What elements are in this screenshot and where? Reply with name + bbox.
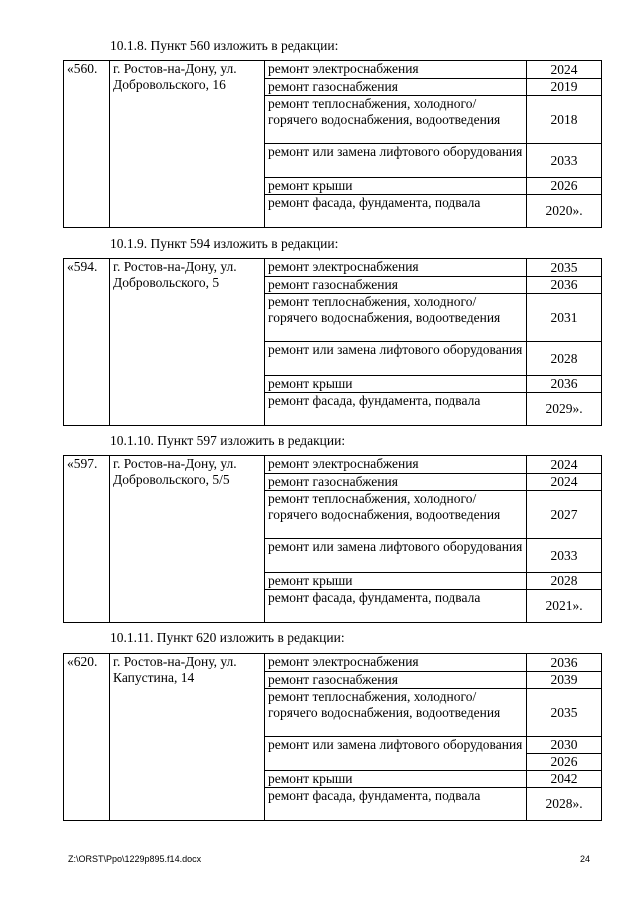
work-cell: ремонт теплоснабжения, холодного/горячего водоснабжения, водоотведения bbox=[265, 491, 527, 539]
year-cell: 2020». bbox=[527, 195, 602, 228]
year-cell: 2024 bbox=[527, 456, 602, 474]
items-table bbox=[63, 455, 602, 623]
table-row bbox=[64, 654, 602, 672]
work-cell: ремонт или замена лифтового оборудования bbox=[265, 144, 527, 178]
address-cell: г. Ростов-на-Дону, ул. Добровольского, 5/5 bbox=[110, 456, 265, 623]
year-cell: 2039 bbox=[527, 672, 602, 689]
work-cell: ремонт крыши bbox=[265, 771, 527, 788]
work-cell: ремонт фасада, фундамента, подвала bbox=[265, 590, 527, 623]
year-cell: 2029». bbox=[527, 393, 602, 426]
items-table bbox=[63, 60, 602, 228]
year-cell: 2028». bbox=[527, 788, 602, 821]
work-cell: ремонт газоснабжения bbox=[265, 277, 527, 294]
section-heading: 10.1.9. Пункт 594 изложить в редакции: bbox=[110, 236, 339, 251]
section-table-597 bbox=[63, 455, 601, 623]
year-cell: 2035 bbox=[527, 689, 602, 737]
section-heading: 10.1.11. Пункт 620 изложить в редакции: bbox=[110, 630, 345, 645]
address-cell: г. Ростов-на-Дону, ул. Добровольского, 5 bbox=[110, 259, 265, 426]
year-cell: 2027 bbox=[527, 491, 602, 539]
work-cell: ремонт крыши bbox=[265, 178, 527, 195]
work-cell: ремонт теплоснабжения, холодного/горячего водоснабжения, водоотведения bbox=[265, 689, 527, 737]
work-cell: ремонт или замена лифтового оборудования bbox=[265, 737, 527, 771]
year-cell: 2035 bbox=[527, 259, 602, 277]
work-cell: ремонт фасада, фундамента, подвала bbox=[265, 788, 527, 821]
item-number: «620. bbox=[64, 654, 110, 821]
items-table bbox=[63, 258, 602, 426]
year-cell: 2026 bbox=[527, 754, 602, 771]
work-cell: ремонт или замена лифтового оборудования bbox=[265, 539, 527, 573]
footer-page-number: 24 bbox=[580, 854, 591, 864]
year-cell: 2036 bbox=[527, 654, 602, 672]
item-number: «594. bbox=[64, 259, 110, 426]
item-number: «597. bbox=[64, 456, 110, 623]
year-cell: 2033 bbox=[527, 539, 602, 573]
work-cell: ремонт фасада, фундамента, подвала bbox=[265, 195, 527, 228]
work-cell: ремонт или замена лифтового оборудования bbox=[265, 342, 527, 376]
work-cell: ремонт электроснабжения bbox=[265, 654, 527, 672]
year-cell: 2028 bbox=[527, 342, 602, 376]
year-cell: 2018 bbox=[527, 96, 602, 144]
year-cell: 2019 bbox=[527, 79, 602, 96]
work-cell: ремонт газоснабжения bbox=[265, 474, 527, 491]
work-cell: ремонт электроснабжения bbox=[265, 259, 527, 277]
section-table-560 bbox=[63, 60, 601, 228]
table-row bbox=[64, 259, 602, 277]
footer-file-path: Z:\ORST\Ppo\1229p895.f14.docx bbox=[68, 854, 202, 864]
year-cell: 2024 bbox=[527, 474, 602, 491]
year-cell: 2031 bbox=[527, 294, 602, 342]
work-cell: ремонт теплоснабжения, холодного/горячего водоснабжения, водоотведения bbox=[265, 294, 527, 342]
section-table-594 bbox=[63, 258, 601, 426]
items-table bbox=[63, 653, 602, 821]
section-heading: 10.1.10. Пункт 597 изложить в редакции: bbox=[110, 433, 346, 448]
section-heading: 10.1.8. Пункт 560 изложить в редакции: bbox=[110, 38, 339, 53]
table-row bbox=[64, 456, 602, 474]
year-cell: 2026 bbox=[527, 178, 602, 195]
year-cell: 2024 bbox=[527, 61, 602, 79]
address-cell: г. Ростов-на-Дону, ул. Добровольского, 16 bbox=[110, 61, 265, 228]
year-cell: 2030 bbox=[527, 737, 602, 754]
year-cell: 2036 bbox=[527, 376, 602, 393]
work-cell: ремонт электроснабжения bbox=[265, 456, 527, 474]
work-cell: ремонт теплоснабжения, холодного/горячего водоснабжения, водоотведения bbox=[265, 96, 527, 144]
year-cell: 2028 bbox=[527, 573, 602, 590]
item-number: «560. bbox=[64, 61, 110, 228]
address-cell: г. Ростов-на-Дону, ул. Капустина, 14 bbox=[110, 654, 265, 821]
work-cell: ремонт крыши bbox=[265, 573, 527, 590]
work-cell: ремонт электроснабжения bbox=[265, 61, 527, 79]
work-cell: ремонт газоснабжения bbox=[265, 672, 527, 689]
year-cell: 2036 bbox=[527, 277, 602, 294]
work-cell: ремонт газоснабжения bbox=[265, 79, 527, 96]
table-row bbox=[64, 61, 602, 79]
section-table-620 bbox=[63, 653, 601, 821]
year-cell: 2042 bbox=[527, 771, 602, 788]
work-cell: ремонт фасада, фундамента, подвала bbox=[265, 393, 527, 426]
year-cell: 2033 bbox=[527, 144, 602, 178]
work-cell: ремонт крыши bbox=[265, 376, 527, 393]
year-cell: 2021». bbox=[527, 590, 602, 623]
